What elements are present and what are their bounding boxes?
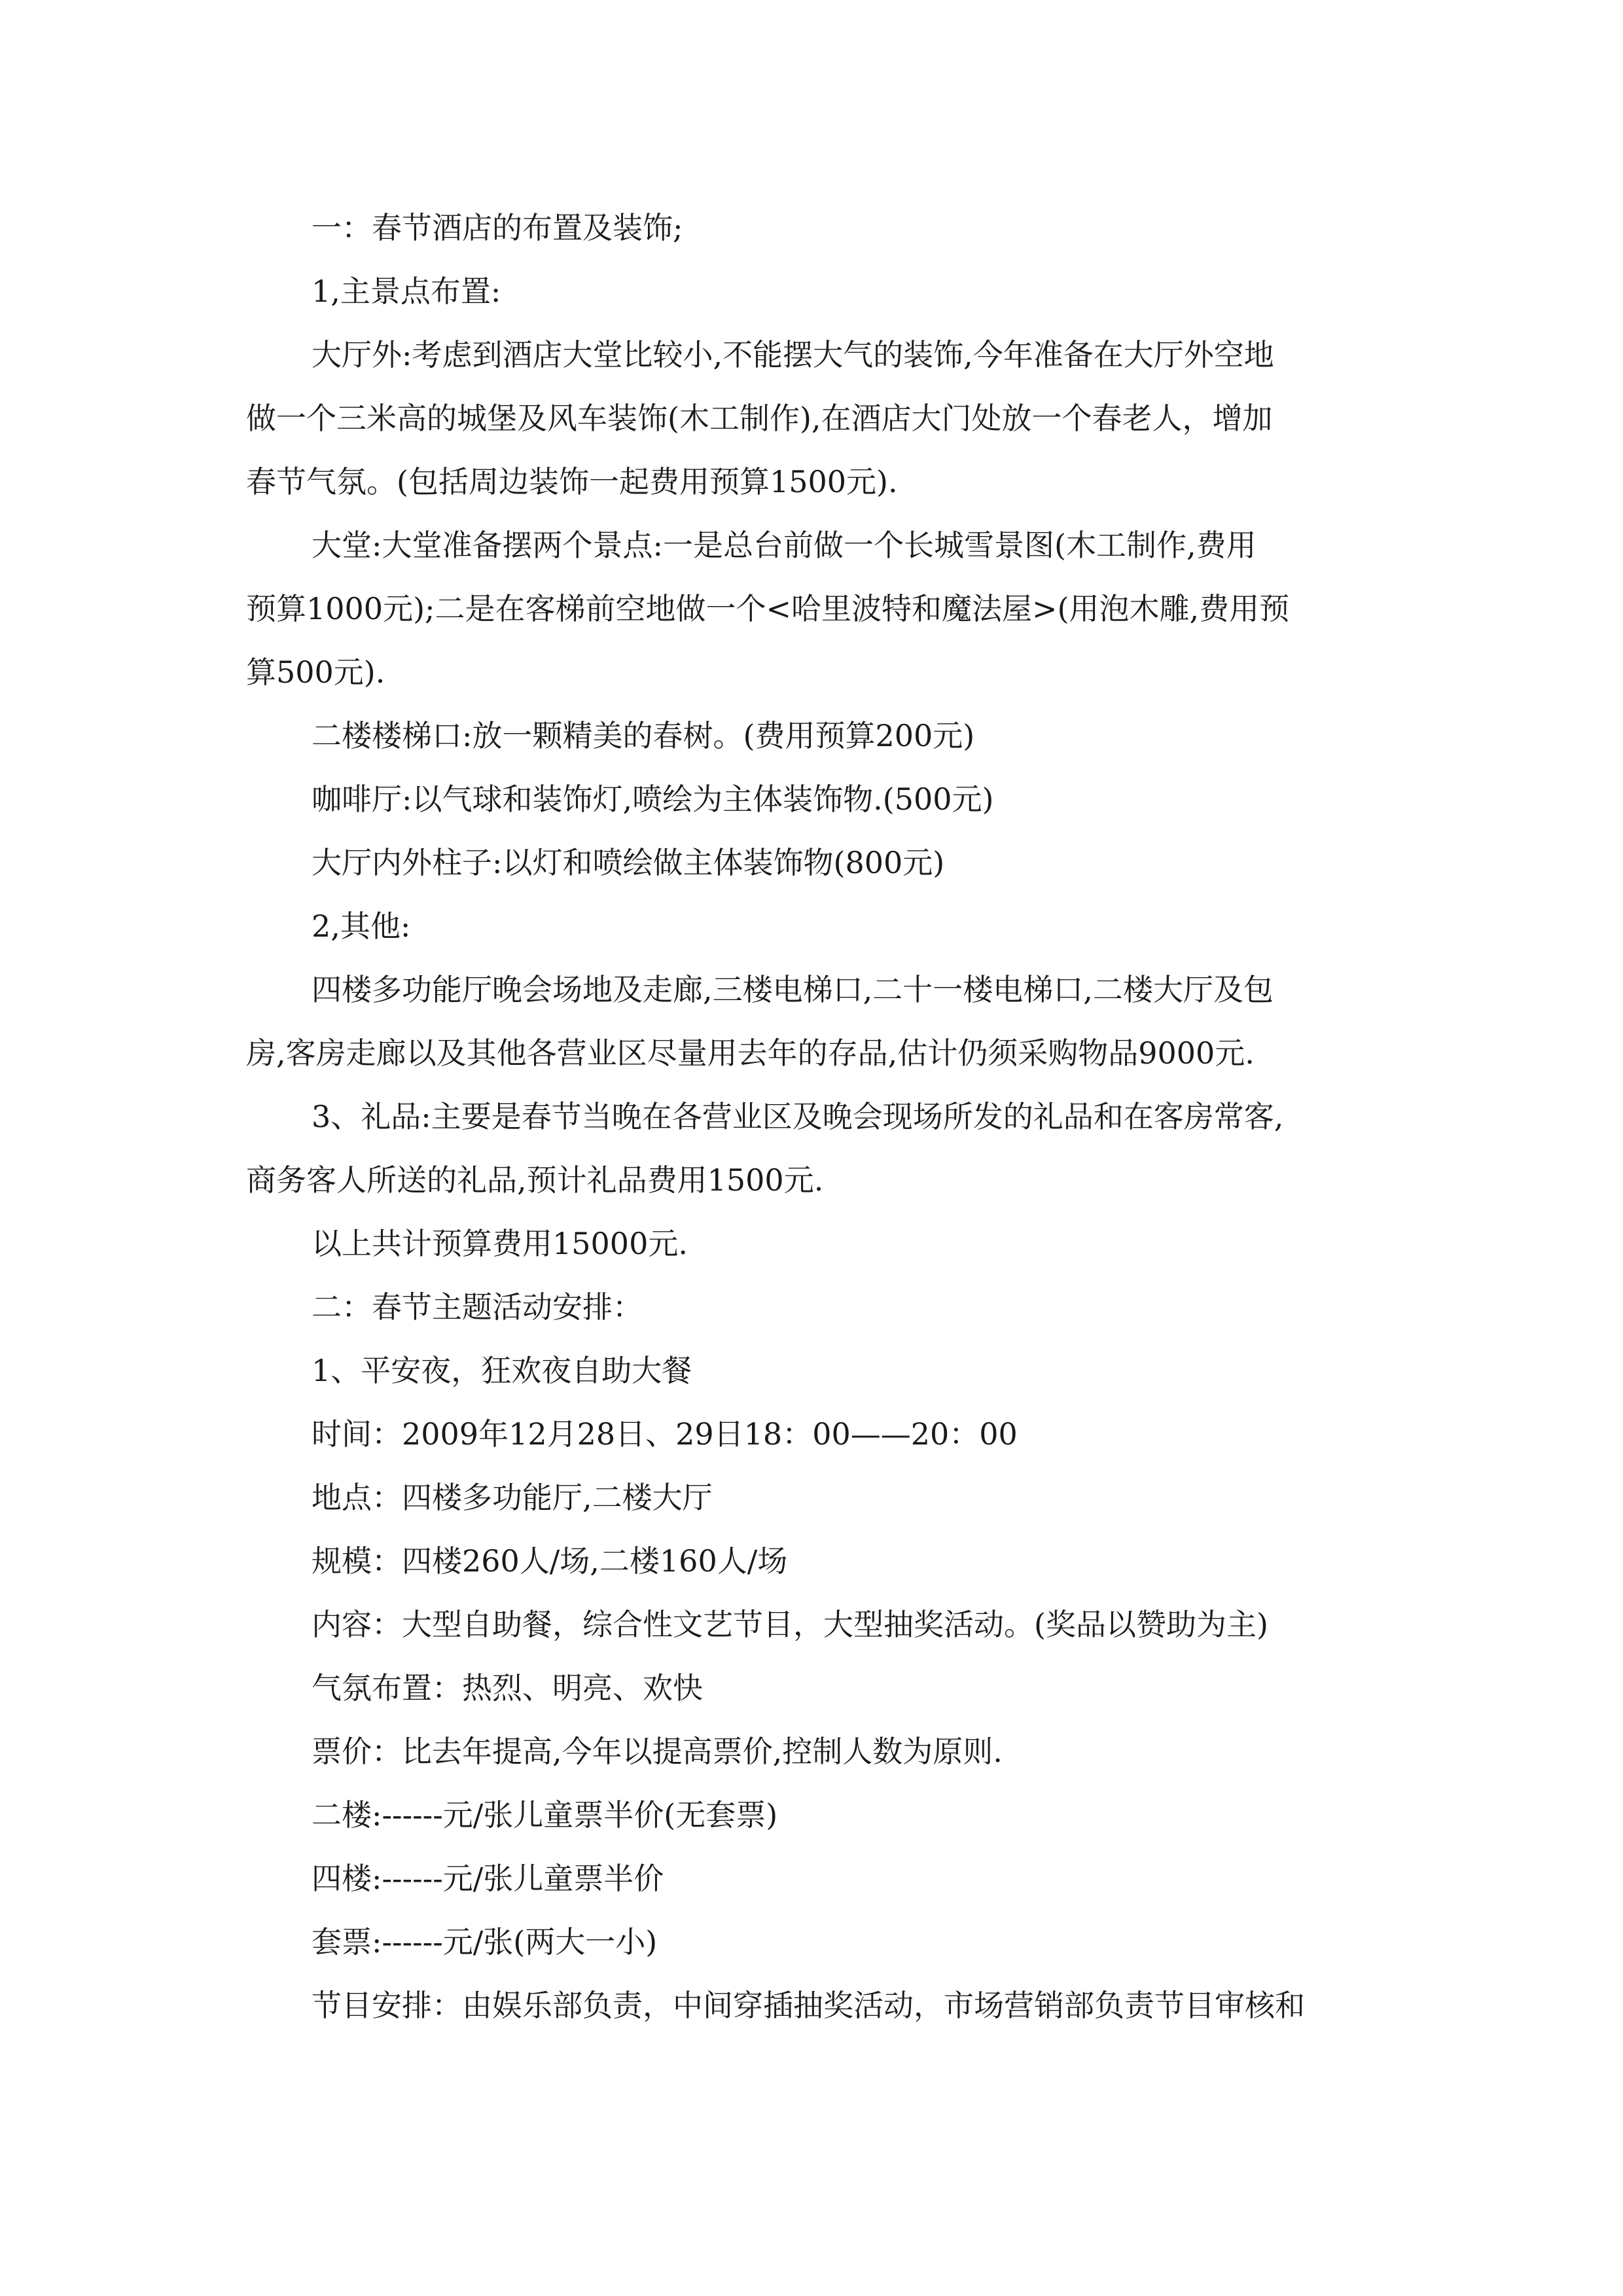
event-location: 地点：四楼多功能厅,二楼大厅 bbox=[312, 1480, 713, 1515]
event-ticket-price: 票价：比去年提高,今年以提高票价,控制人数为原则. bbox=[312, 1734, 1003, 1769]
program-arrangement: 节目安排：由娱乐部负责，中间穿插抽奖活动，市场营销部负责节目审核和 bbox=[312, 1988, 1305, 2023]
section-heading-decoration: 一：春节酒店的布置及装饰; bbox=[312, 210, 683, 245]
paragraph-line: 算500元). bbox=[246, 655, 385, 690]
paragraph-line: 二楼楼梯口:放一颗精美的春树。(费用预算200元) bbox=[312, 718, 975, 753]
paragraph-line: 预算1000元);二是在客梯前空地做一个<哈里波特和魔法屋>(用泡木雕,费用预 bbox=[246, 591, 1290, 626]
budget-total: 以上共计预算费用15000元. bbox=[312, 1226, 688, 1261]
paragraph-line: 咖啡厅:以气球和装饰灯,喷绘为主体装饰物.(500元) bbox=[312, 781, 994, 817]
ticket-second-floor: 二楼:------元/张儿童票半价(无套票) bbox=[312, 1797, 778, 1833]
paragraph-line: 做一个三米高的城堡及风车装饰(木工制作),在酒店大门处放一个春老人，增加 bbox=[246, 401, 1273, 436]
event-content: 内容：大型自助餐，综合性文艺节目，大型抽奖活动。(奖品以赞助为主) bbox=[312, 1607, 1268, 1642]
subheading-main-scenes: 1,主景点布置: bbox=[312, 274, 501, 309]
ticket-package: 套票:------元/张(两大一小) bbox=[312, 1924, 658, 1960]
event-atmosphere: 气氛布置：热烈、明亮、欢快 bbox=[312, 1670, 703, 1706]
paragraph-line: 3、礼品:主要是春节当晚在各营业区及晚会现场所发的礼品和在客房常客, bbox=[312, 1099, 1284, 1134]
paragraph-line: 春节气氛。(包括周边装饰一起费用预算1500元). bbox=[246, 464, 898, 499]
subheading-christmas-buffet: 1、平安夜，狂欢夜自助大餐 bbox=[312, 1353, 692, 1388]
section-heading-activities: 二：春节主题活动安排： bbox=[312, 1289, 643, 1325]
event-scale: 规模：四楼260人/场,二楼160人/场 bbox=[312, 1543, 788, 1579]
paragraph-line: 商务客人所送的礼品,预计礼品费用1500元. bbox=[246, 1162, 824, 1198]
paragraph-line: 大厅外:考虑到酒店大堂比较小,不能摆大气的装饰,今年准备在大厅外空地 bbox=[312, 337, 1274, 372]
ticket-fourth-floor: 四楼:------元/张儿童票半价 bbox=[312, 1861, 664, 1896]
document-body bbox=[246, 196, 1378, 2037]
paragraph-line: 大厅内外柱子:以灯和喷绘做主体装饰物(800元) bbox=[312, 845, 945, 880]
event-time: 时间：2009年12月28日、29日18：00——20：00 bbox=[312, 1416, 1018, 1452]
paragraph-line: 大堂:大堂准备摆两个景点:一是总台前做一个长城雪景图(木工制作,费用 bbox=[312, 528, 1257, 563]
subheading-other: 2,其他: bbox=[312, 908, 411, 944]
paragraph-line: 房,客房走廊以及其他各营业区尽量用去年的存品,估计仍须采购物品9000元. bbox=[246, 1035, 1255, 1071]
paragraph-line: 四楼多功能厅晚会场地及走廊,三楼电梯口,二十一楼电梯口,二楼大厅及包 bbox=[312, 972, 1274, 1007]
